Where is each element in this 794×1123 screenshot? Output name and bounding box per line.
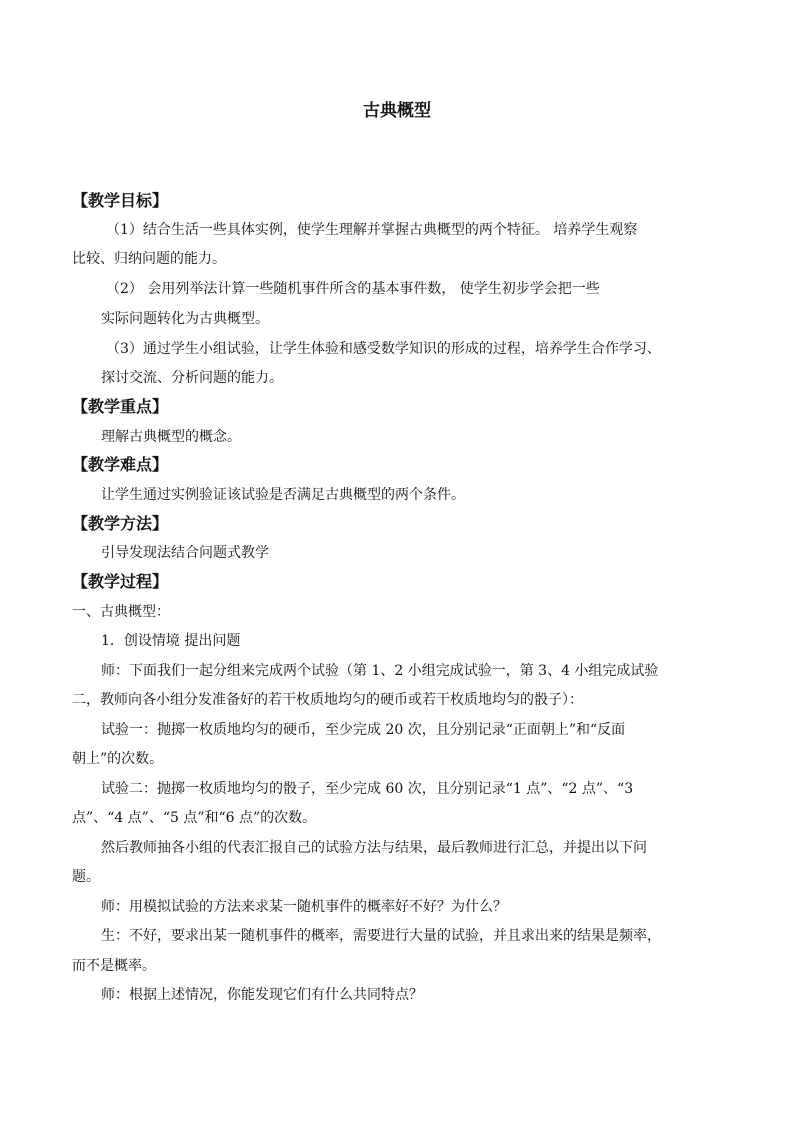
paragraph-teacher-1-line-2: 二，教师向各小组分发准备好的若干枚质地均匀的硬币或若干枚质地均匀的骰子）：	[72, 692, 583, 708]
goal-3-line-1: （3）通过学生小组试验，让学生体验和感受数学知识的形成的过程，培养学生合作学习、	[106, 341, 661, 357]
paragraph-experiment-2-line-1: 试验二：抛掷一枚质地均匀的骰子，至少完成 60 次，且分别记录“1 点”、“2 点”、“3	[101, 781, 634, 797]
paragraph-summary-line-1: 然后教师抽各小组的代表汇报自己的试验方法与结果，最后教师进行汇总，并提出以下问	[101, 840, 647, 856]
paragraph-teacher-3: 师：根据上述情况，你能发现它们有什么共同特点？	[101, 987, 423, 1003]
paragraph-experiment-1-line-2: 朝上”的次数。	[72, 751, 164, 767]
paragraph-summary-line-2: 题。	[72, 869, 100, 885]
paragraph-experiment-1-line-1: 试验一：抛掷一枚质地均匀的硬币，至少完成 20 次，且分别记录“正面朝上”和“反面	[101, 722, 626, 738]
subsection-1-title: 1．创设情境 提出问题	[101, 633, 241, 649]
heading-teaching-goals: 【教学目标】	[72, 191, 169, 210]
paragraph-teacher-1-line-1: 师：下面我们一起分组来完成两个试验（第 1、2 小组完成试验一，第 3、4 小组完成试验	[101, 663, 659, 679]
heading-key-points: 【教学重点】	[72, 397, 169, 416]
goal-3-line-2: 探讨交流、分析问题的能力。	[101, 370, 283, 386]
goal-1-line-2: 比较、归纳问题的能力。	[72, 251, 226, 267]
paragraph-student-line-1: 生：不好，要求出某一随机事件的概率，需要进行大量的试验，并且求出来的结果是频率，	[101, 928, 661, 944]
goal-1-line-1: （1）结合生活一些具体实例，使学生理解并掌握古典概型的两个特征。 培养学生观察	[106, 222, 638, 238]
heading-difficulties: 【教学难点】	[72, 455, 169, 474]
goal-2-line-2: 实际问题转化为古典概型。	[101, 311, 269, 327]
paragraph-teacher-2: 师：用模拟试验的方法来求某一随机事件的概率好不好？为什么？	[101, 899, 507, 915]
difficulties-text: 让学生通过实例验证该试验是否满足古典概型的两个条件。	[101, 487, 465, 503]
document-title: 古典概型	[363, 101, 431, 121]
paragraph-student-line-2: 而不是概率。	[72, 958, 156, 974]
heading-process: 【教学过程】	[72, 572, 169, 591]
section-1-title: 一、古典概型：	[72, 604, 170, 620]
paragraph-experiment-2-line-2: 点”、“4 点”、“5 点”和“6 点”的次数。	[72, 810, 317, 826]
goal-2-line-1: （2） 会用列举法计算一些随机事件所含的基本事件数， 使学生初步学会把一些	[106, 281, 600, 297]
key-points-text: 理解古典概型的概念。	[101, 429, 241, 445]
methods-text: 引导发现法结合问题式教学	[101, 545, 269, 561]
heading-methods: 【教学方法】	[72, 514, 169, 533]
